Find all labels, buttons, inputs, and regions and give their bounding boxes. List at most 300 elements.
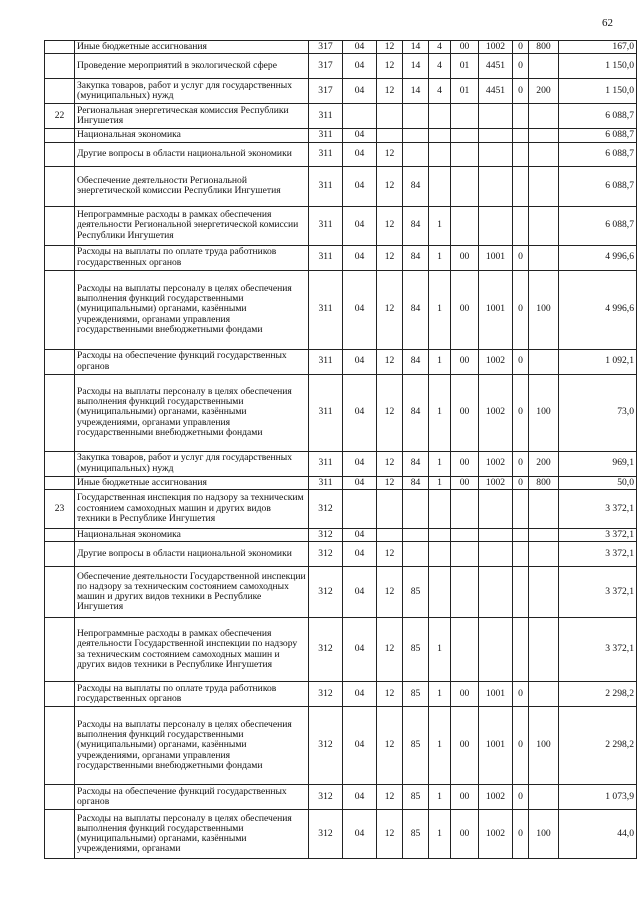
description-cell: Расходы на обеспечение функций государственных органов (75, 349, 309, 374)
row-number-cell (45, 166, 75, 206)
table-row (45, 206, 637, 245)
table-row (45, 104, 637, 129)
direction-code-cell (479, 567, 513, 618)
event-code-cell (451, 567, 479, 618)
table-row (45, 618, 637, 682)
program-code-cell: 85 (403, 682, 429, 707)
admin-code-cell: 317 (309, 41, 343, 54)
expense-type-cell: 100 (529, 707, 559, 785)
row-number-cell (45, 374, 75, 451)
table-row (45, 489, 637, 528)
admin-code-cell: 311 (309, 206, 343, 245)
row-number-cell (45, 567, 75, 618)
table-row (45, 166, 637, 206)
description-cell: Расходы на обеспечение функций государственных органов (75, 785, 309, 810)
subsection-code-cell: 12 (377, 142, 403, 166)
program-code-cell: 85 (403, 567, 429, 618)
expense-type-cell: 200 (529, 451, 559, 476)
amount-cell: 6 088,7 (559, 166, 637, 206)
direction-code-cell: 1002 (479, 785, 513, 810)
event-code-cell (451, 129, 479, 142)
section-code-cell: 04 (343, 542, 377, 567)
program-code-cell (403, 129, 429, 142)
section-code-cell: 04 (343, 54, 377, 79)
program-code-cell (403, 542, 429, 567)
row-number-cell (45, 270, 75, 349)
amount-cell: 73,0 (559, 374, 637, 451)
description-cell: Государственная инспекция по надзору за техническим состоянием самоходных машин и других видов техники в Республике Ингушетия (75, 489, 309, 528)
event-code-cell (451, 618, 479, 682)
expense-type-cell (529, 618, 559, 682)
section-code-cell (343, 489, 377, 528)
subprogram-code-cell: 1 (429, 707, 451, 785)
expense-type-cell (529, 206, 559, 245)
expense-type-cell (529, 245, 559, 270)
direction-code-cell (479, 206, 513, 245)
subprogram-code-cell (429, 489, 451, 528)
amount-cell: 1 150,0 (559, 54, 637, 79)
row-number-cell (45, 129, 75, 142)
direction-code-cell: 1002 (479, 41, 513, 54)
description-cell: Национальная экономика (75, 129, 309, 142)
program-code-cell (403, 528, 429, 541)
event-code-cell: 00 (451, 476, 479, 489)
admin-code-cell: 312 (309, 542, 343, 567)
program-code-cell: 84 (403, 374, 429, 451)
subsection-code-cell: 12 (377, 810, 403, 859)
row-number-cell (45, 682, 75, 707)
section-code-cell: 04 (343, 618, 377, 682)
subsection-code-cell (377, 129, 403, 142)
amount-cell: 50,0 (559, 476, 637, 489)
event-code-cell (451, 104, 479, 129)
row-number-cell (45, 707, 75, 785)
extra-code-cell: 0 (513, 810, 529, 859)
expense-type-cell (529, 682, 559, 707)
admin-code-cell: 312 (309, 682, 343, 707)
expense-type-cell: 800 (529, 41, 559, 54)
program-code-cell: 85 (403, 785, 429, 810)
subsection-code-cell: 12 (377, 41, 403, 54)
section-code-cell: 04 (343, 707, 377, 785)
amount-cell: 1 073,9 (559, 785, 637, 810)
description-cell: Непрограммные расходы в рамках обеспечения деятельности Региональной энергетической комиссии Республики Ингушетия (75, 206, 309, 245)
admin-code-cell: 311 (309, 129, 343, 142)
description-cell: Проведение мероприятий в экологической сфере (75, 54, 309, 79)
description-cell: Расходы на выплаты персоналу в целях обеспечения выполнения функций государственными (муниципальными) органами, казёнными учреждениями, органами управления государственными внебюджетными фондами (75, 270, 309, 349)
subsection-code-cell: 12 (377, 451, 403, 476)
event-code-cell (451, 528, 479, 541)
program-code-cell (403, 142, 429, 166)
admin-code-cell: 311 (309, 451, 343, 476)
extra-code-cell: 0 (513, 270, 529, 349)
amount-cell: 1 092,1 (559, 349, 637, 374)
event-code-cell (451, 489, 479, 528)
program-code-cell: 14 (403, 79, 429, 104)
admin-code-cell: 311 (309, 245, 343, 270)
section-code-cell: 04 (343, 374, 377, 451)
subprogram-code-cell (429, 166, 451, 206)
extra-code-cell: 0 (513, 476, 529, 489)
table-row (45, 682, 637, 707)
table-row (45, 129, 637, 142)
extra-code-cell (513, 489, 529, 528)
admin-code-cell: 317 (309, 79, 343, 104)
table-row (45, 79, 637, 104)
extra-code-cell: 0 (513, 707, 529, 785)
extra-code-cell (513, 166, 529, 206)
extra-code-cell (513, 129, 529, 142)
row-number-cell (45, 54, 75, 79)
extra-code-cell: 0 (513, 785, 529, 810)
row-number-cell (45, 528, 75, 541)
subsection-code-cell: 12 (377, 349, 403, 374)
table-row (45, 707, 637, 785)
subprogram-code-cell (429, 142, 451, 166)
extra-code-cell (513, 528, 529, 541)
subprogram-code-cell (429, 542, 451, 567)
subsection-code-cell: 12 (377, 166, 403, 206)
budget-table (44, 40, 637, 859)
subsection-code-cell (377, 104, 403, 129)
admin-code-cell: 312 (309, 528, 343, 541)
section-code-cell: 04 (343, 245, 377, 270)
description-cell: Непрограммные расходы в рамках обеспечения деятельности Государственной инспекции по надзору за техническим состоянием самоходных машин и других видов техники в Республике Ингушетия (75, 618, 309, 682)
amount-cell: 3 372,1 (559, 618, 637, 682)
subprogram-code-cell: 1 (429, 451, 451, 476)
subprogram-code-cell: 4 (429, 79, 451, 104)
section-code-cell: 04 (343, 41, 377, 54)
event-code-cell: 00 (451, 374, 479, 451)
row-number-cell: 22 (45, 104, 75, 129)
admin-code-cell: 312 (309, 707, 343, 785)
subsection-code-cell: 12 (377, 54, 403, 79)
amount-cell: 3 372,1 (559, 528, 637, 541)
amount-cell: 969,1 (559, 451, 637, 476)
section-code-cell: 04 (343, 142, 377, 166)
direction-code-cell: 1001 (479, 245, 513, 270)
admin-code-cell: 311 (309, 374, 343, 451)
amount-cell: 2 298,2 (559, 707, 637, 785)
event-code-cell (451, 166, 479, 206)
section-code-cell: 04 (343, 349, 377, 374)
admin-code-cell: 311 (309, 476, 343, 489)
description-cell: Иные бюджетные ассигнования (75, 41, 309, 54)
row-number-cell (45, 142, 75, 166)
row-number-cell (45, 41, 75, 54)
subprogram-code-cell: 4 (429, 41, 451, 54)
table-row (45, 810, 637, 859)
subsection-code-cell: 12 (377, 707, 403, 785)
expense-type-cell (529, 142, 559, 166)
direction-code-cell (479, 618, 513, 682)
section-code-cell: 04 (343, 166, 377, 206)
table-row (45, 245, 637, 270)
section-code-cell: 04 (343, 476, 377, 489)
description-cell: Закупка товаров, работ и услуг для государственных (муниципальных) нужд (75, 451, 309, 476)
row-number-cell (45, 476, 75, 489)
program-code-cell: 84 (403, 476, 429, 489)
direction-code-cell: 1002 (479, 374, 513, 451)
extra-code-cell: 0 (513, 41, 529, 54)
row-number-cell (45, 618, 75, 682)
subprogram-code-cell (429, 104, 451, 129)
row-number-cell (45, 785, 75, 810)
amount-cell: 6 088,7 (559, 142, 637, 166)
expense-type-cell (529, 528, 559, 541)
program-code-cell: 14 (403, 41, 429, 54)
event-code-cell: 00 (451, 349, 479, 374)
amount-cell: 6 088,7 (559, 104, 637, 129)
subsection-code-cell: 12 (377, 567, 403, 618)
event-code-cell: 01 (451, 79, 479, 104)
extra-code-cell: 0 (513, 451, 529, 476)
extra-code-cell: 0 (513, 682, 529, 707)
section-code-cell: 04 (343, 810, 377, 859)
extra-code-cell: 0 (513, 54, 529, 79)
direction-code-cell (479, 129, 513, 142)
expense-type-cell: 100 (529, 374, 559, 451)
subprogram-code-cell: 4 (429, 54, 451, 79)
admin-code-cell: 312 (309, 489, 343, 528)
program-code-cell: 85 (403, 810, 429, 859)
direction-code-cell (479, 104, 513, 129)
description-cell: Закупка товаров, работ и услуг для государственных (муниципальных) нужд (75, 79, 309, 104)
admin-code-cell: 312 (309, 567, 343, 618)
table-row (45, 542, 637, 567)
admin-code-cell: 311 (309, 142, 343, 166)
description-cell: Расходы на выплаты персоналу в целях обеспечения выполнения функций государственными (муниципальными) органами, казёнными учреждениями, органами управления государственными внебюджетными фондами (75, 374, 309, 451)
table-row (45, 476, 637, 489)
subsection-code-cell: 12 (377, 618, 403, 682)
event-code-cell (451, 142, 479, 166)
section-code-cell: 04 (343, 451, 377, 476)
extra-code-cell (513, 618, 529, 682)
subsection-code-cell (377, 489, 403, 528)
subsection-code-cell: 12 (377, 245, 403, 270)
program-code-cell: 14 (403, 54, 429, 79)
subprogram-code-cell: 1 (429, 270, 451, 349)
admin-code-cell: 317 (309, 54, 343, 79)
extra-code-cell (513, 206, 529, 245)
subprogram-code-cell: 1 (429, 206, 451, 245)
program-code-cell: 85 (403, 618, 429, 682)
amount-cell: 6 088,7 (559, 206, 637, 245)
event-code-cell: 00 (451, 682, 479, 707)
event-code-cell (451, 542, 479, 567)
direction-code-cell: 1001 (479, 707, 513, 785)
table-row (45, 785, 637, 810)
event-code-cell: 00 (451, 245, 479, 270)
subprogram-code-cell: 1 (429, 810, 451, 859)
expense-type-cell (529, 785, 559, 810)
admin-code-cell: 311 (309, 270, 343, 349)
direction-code-cell (479, 542, 513, 567)
extra-code-cell: 0 (513, 79, 529, 104)
extra-code-cell (513, 567, 529, 618)
expense-type-cell (529, 349, 559, 374)
amount-cell: 167,0 (559, 41, 637, 54)
direction-code-cell (479, 528, 513, 541)
direction-code-cell: 1002 (479, 451, 513, 476)
table-row (45, 54, 637, 79)
direction-code-cell: 1001 (479, 682, 513, 707)
subprogram-code-cell (429, 129, 451, 142)
admin-code-cell: 311 (309, 166, 343, 206)
amount-cell: 44,0 (559, 810, 637, 859)
direction-code-cell (479, 166, 513, 206)
subprogram-code-cell: 1 (429, 349, 451, 374)
subsection-code-cell (377, 528, 403, 541)
admin-code-cell: 312 (309, 618, 343, 682)
section-code-cell: 04 (343, 270, 377, 349)
amount-cell: 1 150,0 (559, 79, 637, 104)
subprogram-code-cell: 1 (429, 785, 451, 810)
subprogram-code-cell: 1 (429, 245, 451, 270)
extra-code-cell (513, 142, 529, 166)
row-number-cell (45, 349, 75, 374)
expense-type-cell (529, 489, 559, 528)
admin-code-cell: 311 (309, 104, 343, 129)
table-row (45, 567, 637, 618)
page-number: 62 (602, 17, 613, 29)
event-code-cell: 00 (451, 707, 479, 785)
row-number-cell (45, 206, 75, 245)
event-code-cell: 00 (451, 270, 479, 349)
description-cell: Обеспечение деятельности Государственной инспекции по надзору за техническим состоянием самоходных машин и других видов техники в Республике Ингушетия (75, 567, 309, 618)
program-code-cell: 84 (403, 349, 429, 374)
event-code-cell: 00 (451, 451, 479, 476)
row-number-cell (45, 542, 75, 567)
extra-code-cell (513, 104, 529, 129)
subsection-code-cell: 12 (377, 374, 403, 451)
direction-code-cell: 4451 (479, 54, 513, 79)
subprogram-code-cell (429, 567, 451, 618)
extra-code-cell: 0 (513, 245, 529, 270)
description-cell: Другие вопросы в области национальной экономики (75, 542, 309, 567)
amount-cell: 4 996,6 (559, 245, 637, 270)
direction-code-cell: 1002 (479, 349, 513, 374)
amount-cell: 4 996,6 (559, 270, 637, 349)
table-row (45, 374, 637, 451)
expense-type-cell (529, 104, 559, 129)
expense-type-cell (529, 542, 559, 567)
table-row (45, 270, 637, 349)
section-code-cell: 04 (343, 79, 377, 104)
subsection-code-cell: 12 (377, 785, 403, 810)
direction-code-cell: 1001 (479, 270, 513, 349)
program-code-cell: 85 (403, 707, 429, 785)
admin-code-cell: 311 (309, 349, 343, 374)
row-number-cell (45, 451, 75, 476)
row-number-cell (45, 79, 75, 104)
subprogram-code-cell: 1 (429, 374, 451, 451)
subprogram-code-cell: 1 (429, 618, 451, 682)
table-row (45, 528, 637, 541)
table-row (45, 41, 637, 54)
subsection-code-cell: 12 (377, 206, 403, 245)
direction-code-cell: 4451 (479, 79, 513, 104)
description-cell: Региональная энергетическая комиссия Республики Ингушетия (75, 104, 309, 129)
program-code-cell (403, 489, 429, 528)
direction-code-cell: 1002 (479, 810, 513, 859)
row-number-cell: 23 (45, 489, 75, 528)
amount-cell: 3 372,1 (559, 542, 637, 567)
program-code-cell: 84 (403, 270, 429, 349)
table-row (45, 349, 637, 374)
row-number-cell (45, 810, 75, 859)
amount-cell: 6 088,7 (559, 129, 637, 142)
expense-type-cell (529, 129, 559, 142)
event-code-cell: 00 (451, 785, 479, 810)
description-cell: Иные бюджетные ассигнования (75, 476, 309, 489)
subsection-code-cell: 12 (377, 270, 403, 349)
event-code-cell: 00 (451, 41, 479, 54)
description-cell: Расходы на выплаты персоналу в целях обеспечения выполнения функций государственными (муниципальными) органами, казёнными учреждениями, органами управления государственными внебюджетными фондами (75, 707, 309, 785)
expense-type-cell: 100 (529, 270, 559, 349)
subsection-code-cell: 12 (377, 682, 403, 707)
direction-code-cell (479, 142, 513, 166)
program-code-cell (403, 104, 429, 129)
amount-cell: 3 372,1 (559, 489, 637, 528)
expense-type-cell (529, 166, 559, 206)
subprogram-code-cell: 1 (429, 682, 451, 707)
event-code-cell (451, 206, 479, 245)
program-code-cell: 84 (403, 245, 429, 270)
row-number-cell (45, 245, 75, 270)
expense-type-cell (529, 567, 559, 618)
section-code-cell: 04 (343, 129, 377, 142)
section-code-cell: 04 (343, 206, 377, 245)
subsection-code-cell: 12 (377, 542, 403, 567)
section-code-cell: 04 (343, 567, 377, 618)
program-code-cell: 84 (403, 206, 429, 245)
description-cell: Национальная экономика (75, 528, 309, 541)
subprogram-code-cell (429, 528, 451, 541)
extra-code-cell (513, 542, 529, 567)
extra-code-cell: 0 (513, 374, 529, 451)
section-code-cell: 04 (343, 785, 377, 810)
admin-code-cell: 312 (309, 785, 343, 810)
description-cell: Расходы на выплаты по оплате труда работников государственных органов (75, 682, 309, 707)
extra-code-cell: 0 (513, 349, 529, 374)
table-row (45, 142, 637, 166)
subprogram-code-cell: 1 (429, 476, 451, 489)
expense-type-cell: 800 (529, 476, 559, 489)
direction-code-cell: 1002 (479, 476, 513, 489)
table-row (45, 451, 637, 476)
description-cell: Другие вопросы в области национальной экономики (75, 142, 309, 166)
event-code-cell: 00 (451, 810, 479, 859)
section-code-cell: 04 (343, 682, 377, 707)
subsection-code-cell: 12 (377, 476, 403, 489)
section-code-cell (343, 104, 377, 129)
section-code-cell: 04 (343, 528, 377, 541)
program-code-cell: 84 (403, 451, 429, 476)
expense-type-cell: 200 (529, 79, 559, 104)
program-code-cell: 84 (403, 166, 429, 206)
description-cell: Обеспечение деятельности Региональной энергетической комиссии Республики Ингушетия (75, 166, 309, 206)
subsection-code-cell: 12 (377, 79, 403, 104)
admin-code-cell: 312 (309, 810, 343, 859)
description-cell: Расходы на выплаты по оплате труда работников государственных органов (75, 245, 309, 270)
amount-cell: 3 372,1 (559, 567, 637, 618)
description-cell: Расходы на выплаты персоналу в целях обеспечения выполнения функций государственными (муниципальными) органами, казёнными учреждениями, органами (75, 810, 309, 859)
event-code-cell: 01 (451, 54, 479, 79)
direction-code-cell (479, 489, 513, 528)
expense-type-cell (529, 54, 559, 79)
expense-type-cell: 100 (529, 810, 559, 859)
